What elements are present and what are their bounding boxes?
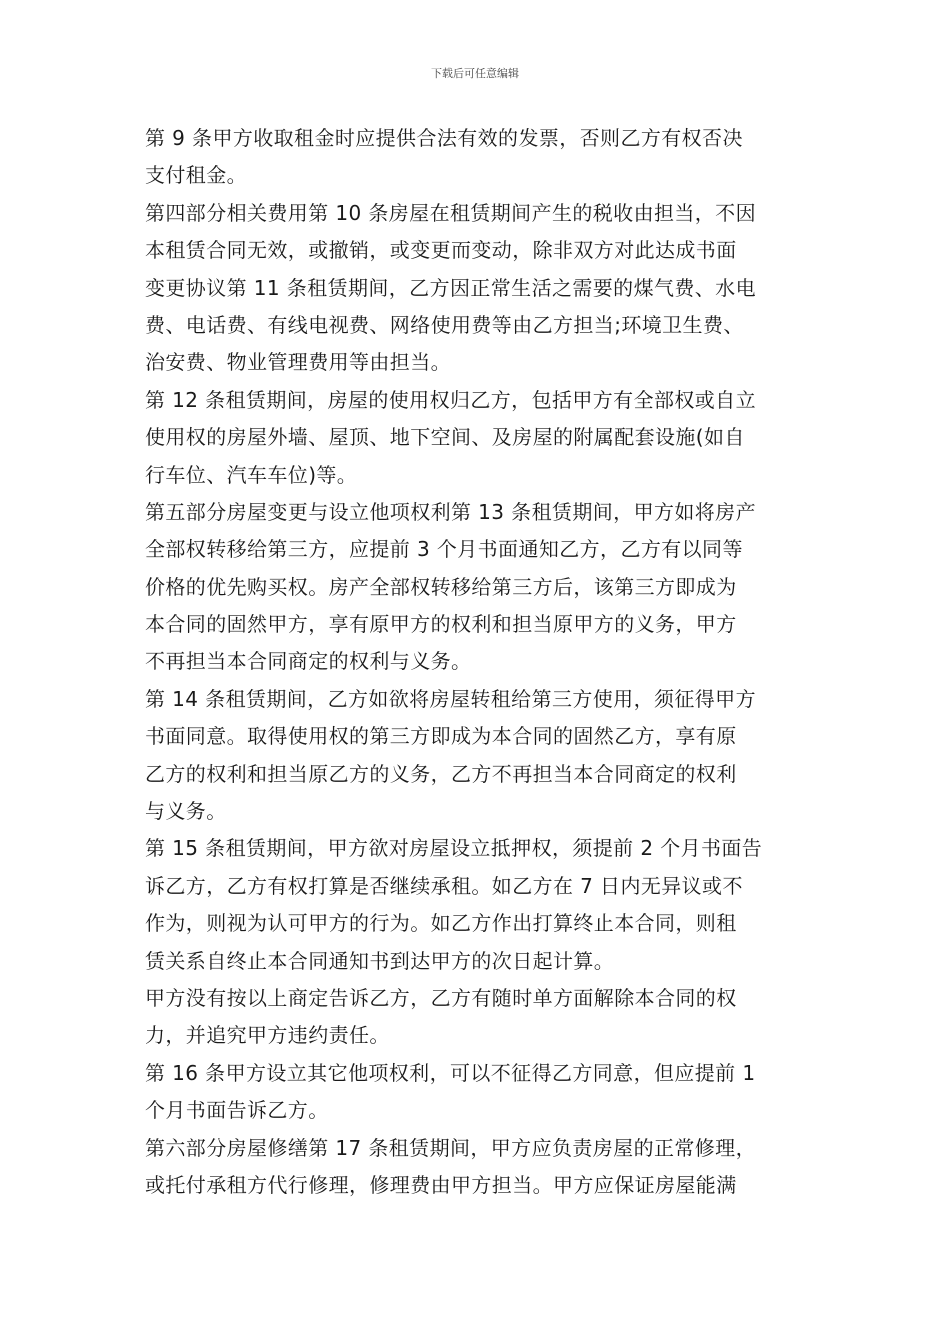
text-line: 第 14 条租赁期间，乙方如欲将房屋转租给第三方使用，须征得甲方 xyxy=(145,686,756,711)
text-line: 甲方没有按以上商定告诉乙方，乙方有随时单方面解除本合同的权 xyxy=(145,985,737,1010)
text-line: 第 9 条甲方收取租金时应提供合法有效的发票，否则乙方有权否决 xyxy=(145,126,743,150)
text-line: 第 16 条甲方设立其它他项权利，可以不征得乙方同意，但应提前 1 xyxy=(145,1060,756,1085)
text-line: 乙方的权利和担当原乙方的义务，乙方不再担当本合同商定的权利 xyxy=(145,761,737,786)
text-line: 支付租金。 xyxy=(145,163,247,188)
text-line: 使用权的房屋外墙、屋顶、地下空间、及房屋的附属配套设施(如自 xyxy=(145,425,745,450)
text-line: 个月书面告诉乙方。 xyxy=(145,1098,329,1123)
text-line: 力，并追究甲方违约责任。 xyxy=(145,1023,390,1048)
text-line: 第 12 条租赁期间，房屋的使用权归乙方，包括甲方有全部权或自立 xyxy=(145,387,756,412)
text-line: 治安费、物业管理费用等由担当。 xyxy=(145,350,451,375)
text-line: 作为，则视为认可甲方的行为。如乙方作出打算终止本合同，则租 xyxy=(145,911,737,936)
text-line: 第四部分相关费用第 10 条房屋在租赁期间产生的税收由担当，不因 xyxy=(145,200,756,225)
document-body xyxy=(145,120,809,1204)
text-line: 行车位、汽车车位)等。 xyxy=(145,462,358,487)
page-header: 下载后可任意编辑 xyxy=(431,67,519,80)
text-line: 不再担当本合同商定的权利与义务。 xyxy=(145,649,472,674)
text-line: 与义务。 xyxy=(145,799,227,824)
text-line: 费、电话费、有线电视费、网络使用费等由乙方担当;环境卫生费、 xyxy=(145,312,744,337)
text-line: 全部权转移给第三方，应提前 3 个月书面通知乙方，乙方有以同等 xyxy=(145,537,743,562)
text-line: 第六部分房屋修缮第 17 条租赁期间，甲方应负责房屋的正常修理， xyxy=(145,1135,756,1160)
text-line: 本合同的固然甲方，享有原甲方的权利和担当原甲方的义务，甲方 xyxy=(145,612,737,637)
text-line: 本租赁合同无效，或撤销，或变更而变动，除非双方对此达成书面 xyxy=(145,238,737,263)
text-line: 赁关系自终止本合同通知书到达甲方的次日起计算。 xyxy=(145,948,615,973)
text-line: 第 15 条租赁期间，甲方欲对房屋设立抵押权，须提前 2 个月书面告 xyxy=(145,836,763,861)
text-line: 或托付承租方代行修理，修理费由甲方担当。甲方应保证房屋能满 xyxy=(145,1172,737,1197)
text-line: 诉乙方，乙方有权打算是否继续承租。如乙方在 7 日内无异议或不 xyxy=(145,873,743,898)
text-line: 变更协议第 11 条租赁期间，乙方因正常生活之需要的煤气费、水电 xyxy=(145,275,756,300)
text-line: 价格的优先购买权。房产全部权转移给第三方后，该第三方即成为 xyxy=(145,574,737,599)
text-line: 第五部分房屋变更与设立他项权利第 13 条租赁期间，甲方如将房产 xyxy=(145,499,756,524)
text-line: 书面同意。取得使用权的第三方即成为本合同的固然乙方，享有原 xyxy=(145,724,737,749)
